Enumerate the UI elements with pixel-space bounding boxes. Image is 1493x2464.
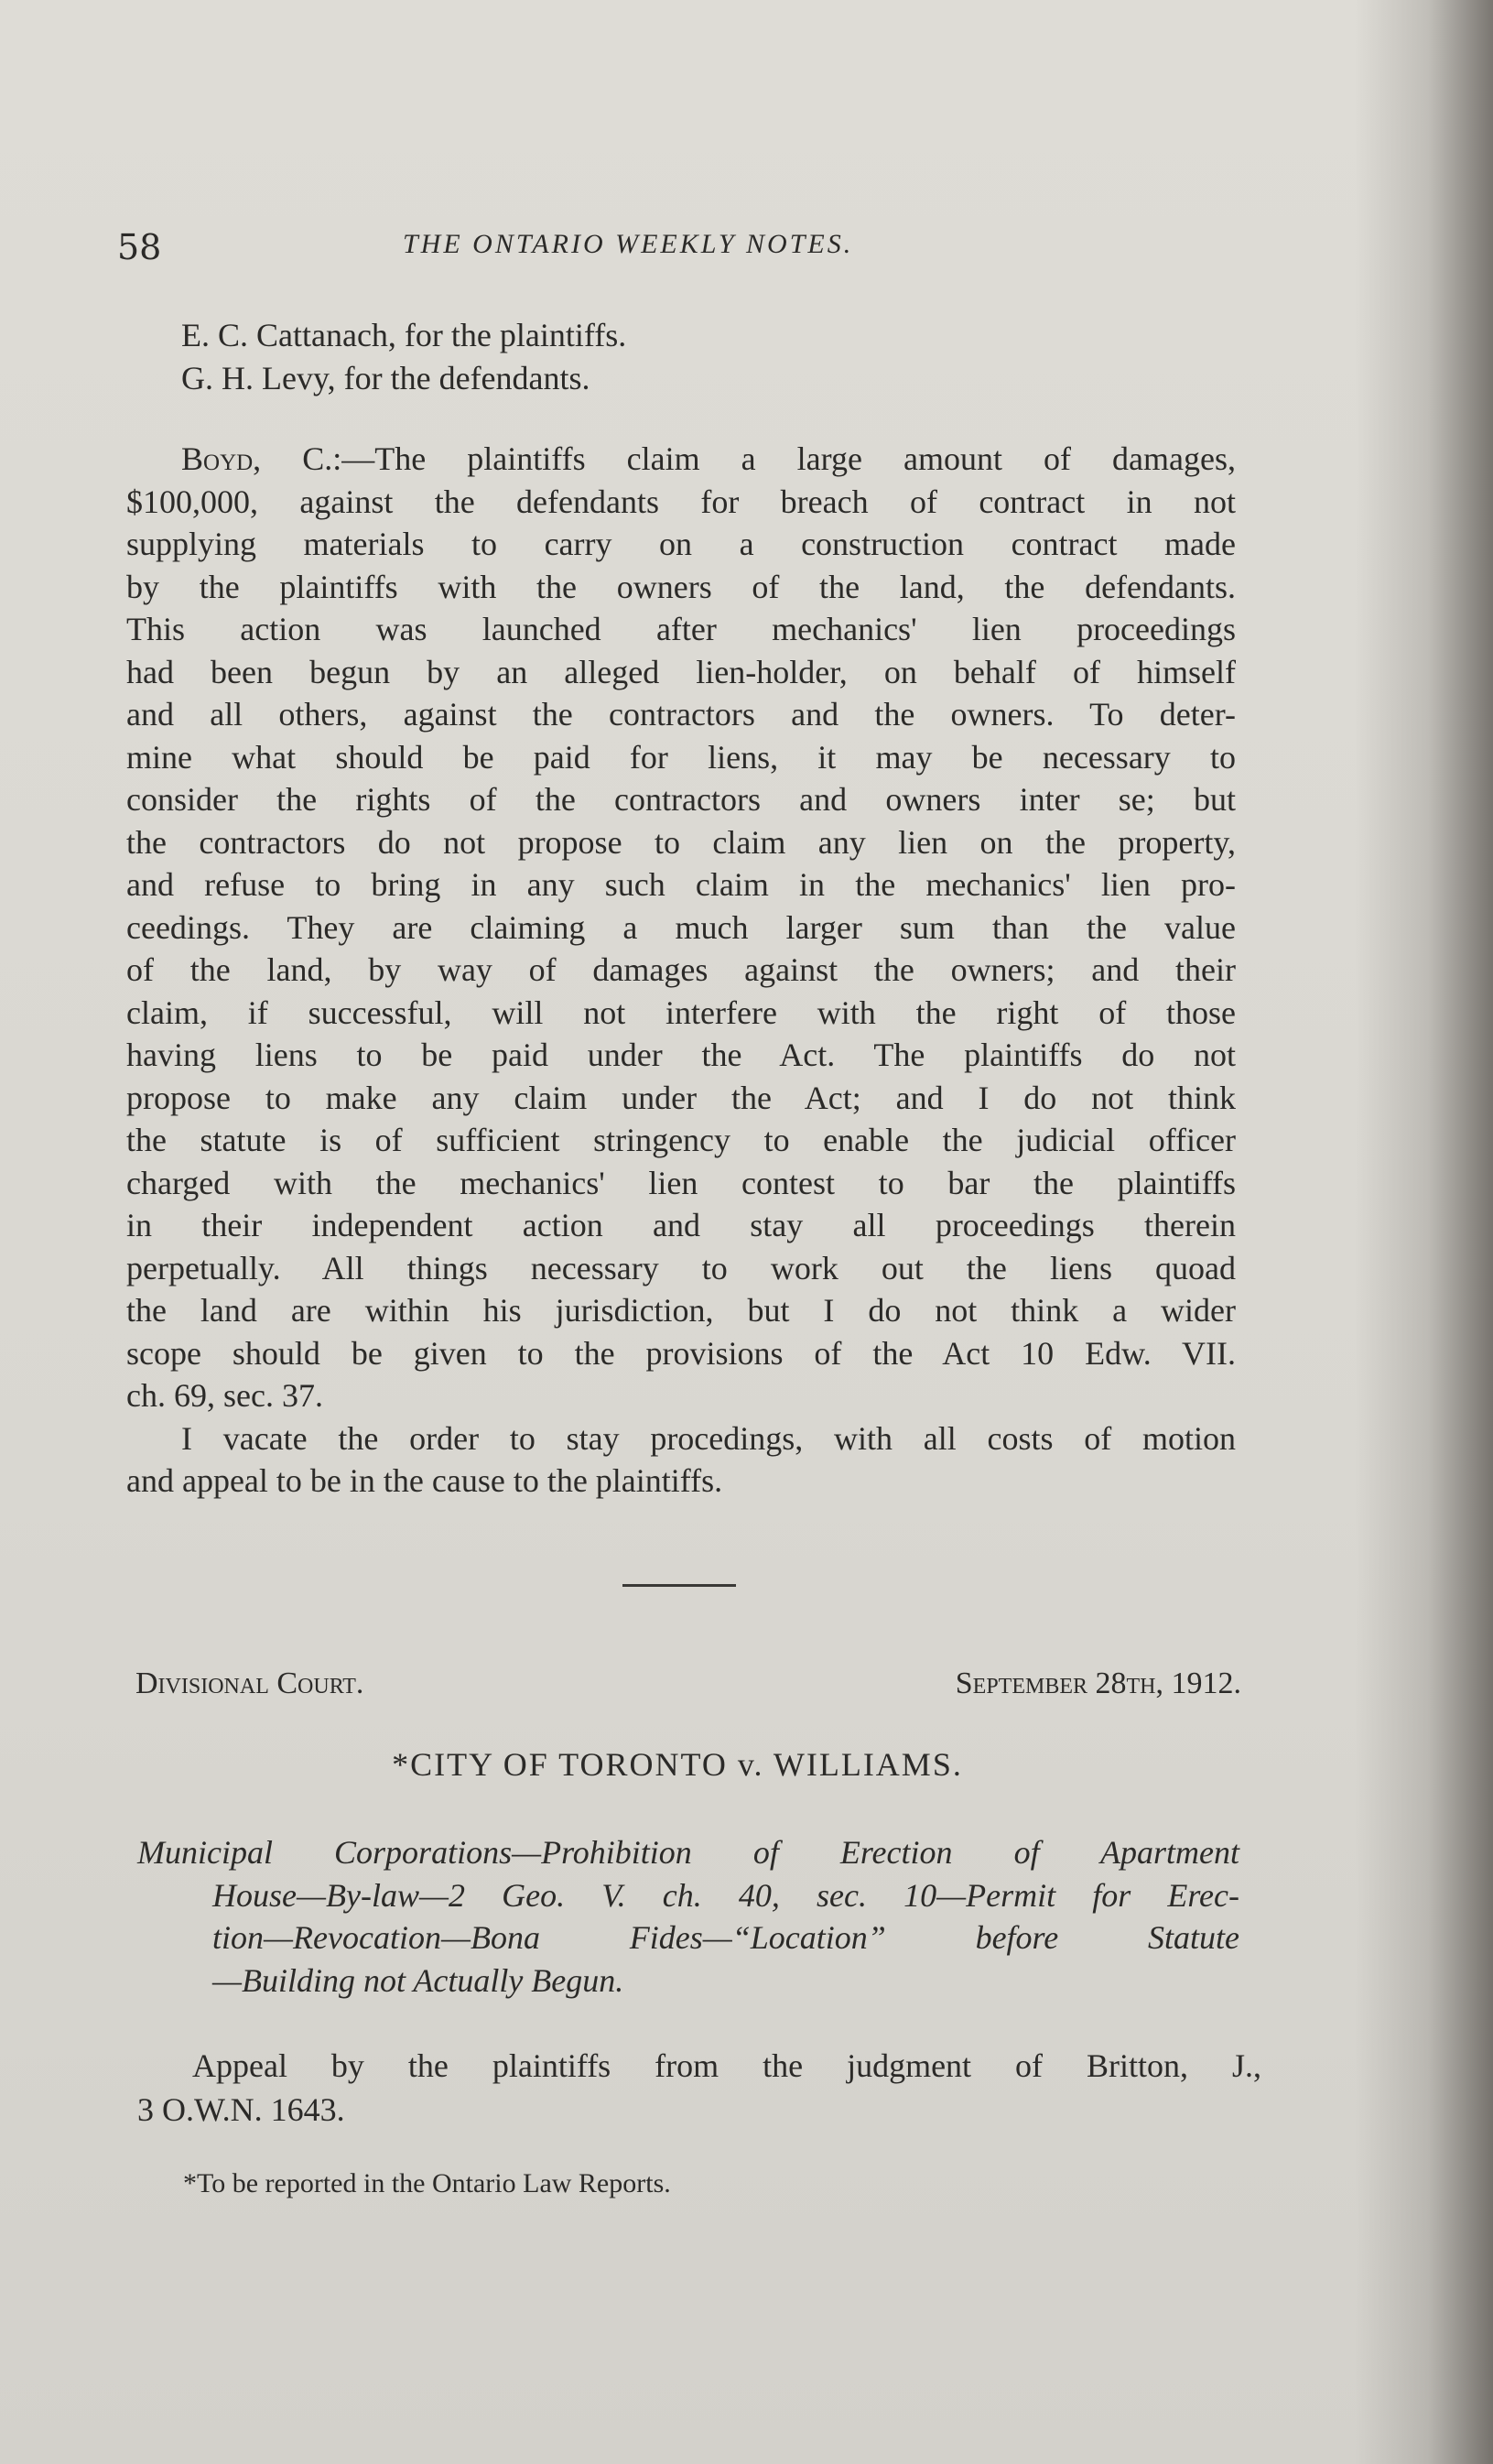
judgment-line: This action was launched after mechanics' lien proceedings (126, 611, 1236, 647)
appeal-paragraph (137, 2044, 1261, 2132)
judgment-line: I vacate the order to stay procedings, with all costs of motion (181, 1419, 1236, 1457)
judgment-line: consider the rights of the contractors and owners inter se; but (126, 781, 1236, 818)
appeal-line: 3 O.W.N. 1643. (137, 2091, 345, 2128)
counsel-line: G. H. Levy, for the defendants. (181, 360, 590, 396)
judgment-line: ch. 69, sec. 37. (126, 1377, 323, 1414)
headnote-line: House—By-law—2 Geo. V. ch. 40, sec. 10—Permit for Erec- (212, 1876, 1239, 1914)
judgment-line: in their independent action and stay all proceedings therein (126, 1207, 1236, 1243)
decision-date: September 28th, 1912. (955, 1666, 1241, 1700)
judgment-line: had been begun by an alleged lien-holder, on behalf of himself (126, 653, 1236, 690)
judgment-line: the land are within his jurisdiction, but I do not think a wider (126, 1292, 1236, 1329)
judgment-line: and appeal to be in the cause to the plaintiffs. (126, 1462, 723, 1499)
judgment-line: by the plaintiffs with the owners of the land, the defendants. (126, 568, 1236, 605)
case-title: *CITY OF TORONTO v. WILLIAMS. (392, 1746, 963, 1783)
judgment-body (126, 438, 1236, 1503)
judgment-line: ceedings. They are claiming a much larger sum than the value (126, 908, 1236, 946)
judgment-line: having liens to be paid under the Act. The plaintiffs do not (126, 1037, 1236, 1073)
running-title: THE ONTARIO WEEKLY NOTES. (403, 229, 854, 259)
headnote-line: Municipal Corporations—Prohibition of Erection of Apartment (137, 1834, 1239, 1871)
court-date-line (135, 1666, 1241, 1701)
judgment-line: the statute is of sufficient stringency to enable the judicial officer (126, 1122, 1236, 1158)
page-number: 58 (117, 227, 162, 267)
court-name: Divisional Court. (135, 1666, 364, 1700)
judgment-line: charged with the mechanics' lien contest to bar the plaintiffs (126, 1164, 1236, 1201)
appeal-line: Appeal by the plaintiffs from the judgment of Britton, J., (192, 2047, 1261, 2084)
judgment-line: perpetually. All things necessary to work out the liens quoad (126, 1249, 1236, 1286)
judge-name: Boyd, C. (181, 440, 333, 477)
judgment-line: the contractors do not propose to claim any lien on the property, (126, 823, 1236, 861)
headnote-line: tion—Revocation—Bona Fides—“Location” before Statute (212, 1919, 1239, 1956)
judgment-line: mine what should be paid for liens, it may be necessary to (126, 738, 1236, 776)
section-divider (622, 1584, 736, 1587)
headnote (137, 1831, 1239, 2002)
judgment-line: claim, if successful, will not interfere with the right of those (126, 993, 1236, 1031)
footnote: *To be reported in the Ontario Law Reports. (183, 2168, 671, 2198)
judgment-line: supplying materials to carry on a construction contract made (126, 526, 1236, 562)
judgment-line: and refuse to bring in any such claim in the mechanics' lien pro- (126, 866, 1236, 903)
judgment-line: $100,000, against the defendants for breach of contract in not (126, 483, 1236, 520)
judgment-line: Boyd, C.:—The plaintiffs claim a large amount of damages, (181, 440, 1236, 477)
judgment-line: propose to make any claim under the Act; and I do not think (126, 1079, 1236, 1116)
judgment-line: and all others, against the contractors and the owners. To deter- (126, 696, 1236, 733)
counsel-line: E. C. Cattanach, for the plaintiffs. (181, 317, 627, 353)
judgment-line: of the land, by way of damages against the owners; and their (126, 951, 1236, 988)
headnote-line: —Building not Actually Begun. (212, 1961, 624, 1999)
judgment-line: scope should be given to the provisions of the Act 10 Edw. VII. (126, 1334, 1236, 1372)
